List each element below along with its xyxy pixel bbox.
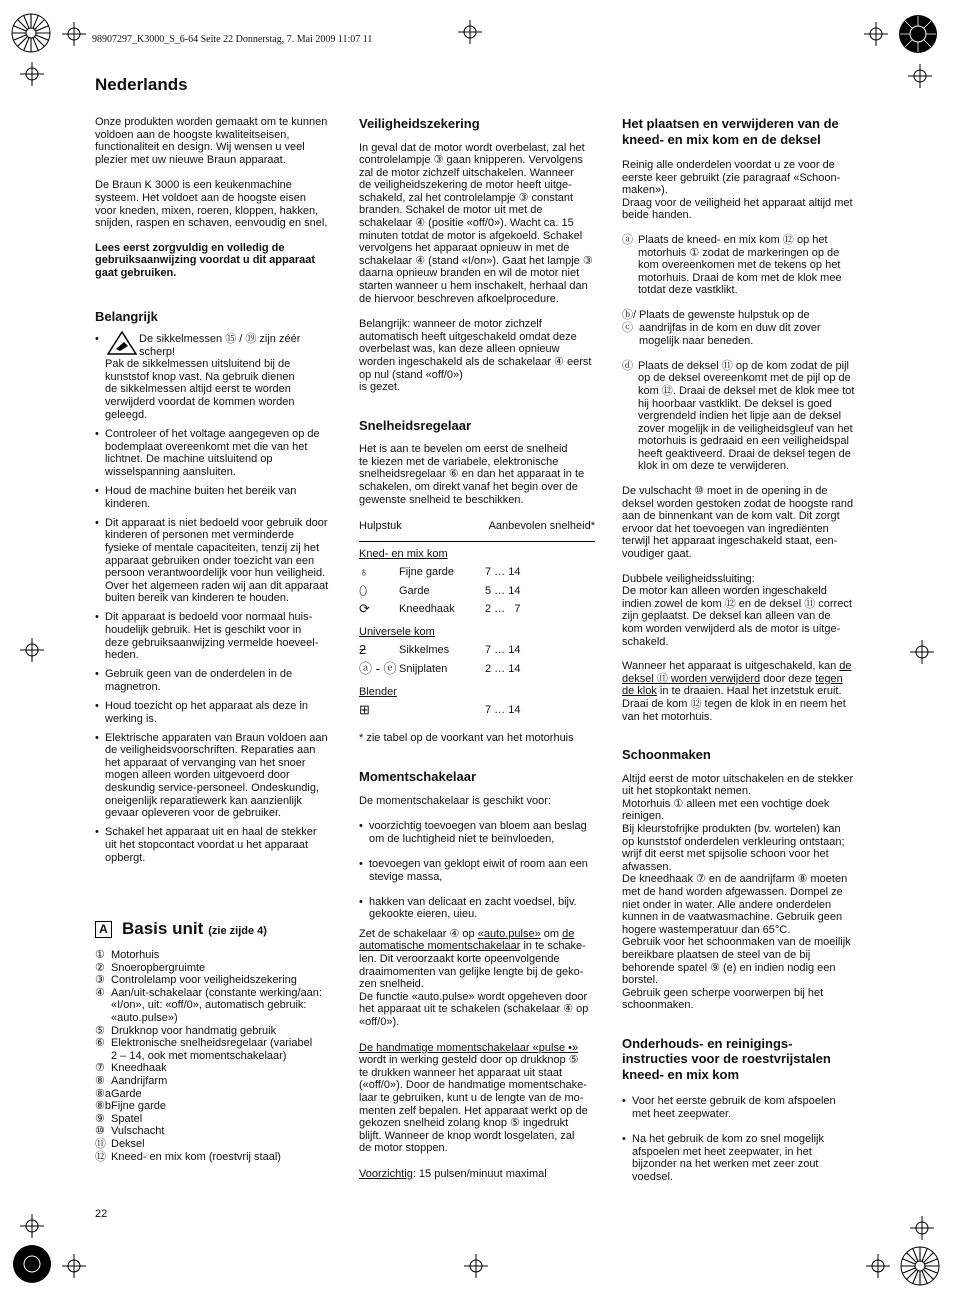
attachment-name: Sikkelmes — [399, 644, 450, 657]
speed-value: 5 … 14 — [485, 584, 521, 597]
step-text: Plaats de deksel ⑪ op de kom zodat de pijl op de deksel overeenkomt met de pijl op de kom ⑫. Draai de deksel met de klok mee tot hij hoorbaar vastklikt. De deksel is goed vergrendeld indien het lipje aan de deksel zover mogelijk in de veiligheidsgleuf van het motorhuis is gedraaid en een veiligheidspal heeft geaktiveerd. Draai de deksel tegen de klok in om deze te verwijderen. — [638, 359, 855, 473]
table-footnote: * zie tabel op de voorkant van het motorhuis — [359, 731, 574, 744]
registration-mark-bottom-right — [900, 1246, 940, 1286]
basis-unit-heading — [95, 921, 340, 938]
part-number: ④ — [95, 986, 105, 999]
part-label: Kneed- en mix kom (roestvrij staal) — [111, 1150, 281, 1163]
part-item — [95, 1037, 340, 1062]
basis-unit-title: Basis unit — [122, 919, 204, 939]
page-title: Nederlands — [95, 75, 188, 94]
bullet-item: • Voor het eerste gebruik de kom afspoelen met heet zeepwater. — [622, 1095, 862, 1120]
part-label: Aandrijfarm — [111, 1075, 168, 1088]
part-item — [95, 1088, 340, 1101]
part-label: Controlelamp voor veiligheidszekering — [111, 974, 297, 987]
section-box-label: A — [95, 921, 112, 938]
table-row — [359, 563, 595, 582]
table-header-attachment: Hulpstuk — [359, 520, 402, 533]
step-text: Plaats de gewenste hulpstuk op de aandrijfas in de kom en duw dit zover mogelijk naar beneden. — [639, 309, 821, 347]
attachment-name: Garde — [399, 584, 430, 597]
part-item — [95, 1125, 340, 1138]
auto-pulse-paragraph: Zet de schakelaar ④ op «auto.pulse» om de automatische momentschakelaar in te schake- len. Dit veroorzaakt korte opeenvolgende draaimomenten van gelijke lengte bij de geko- zen snelheid. De functie «auto.pulse» wordt opgeheven door het apparaat uit te schakelen (schakelaar ④ op «off/0»). — [359, 927, 589, 1029]
step-label: ⓐ — [622, 233, 633, 246]
part-item — [95, 1075, 340, 1088]
crosshair-mark — [458, 20, 482, 44]
part-item — [95, 987, 340, 1025]
part-label: Kneedhaak — [111, 1062, 167, 1075]
table-group-title: Blender — [359, 685, 397, 698]
part-label: Garde — [111, 1087, 142, 1100]
cut-warning-icon — [107, 331, 137, 355]
bullet-item: • Schakel het apparaat uit en haal de stekker uit het stopcontact voordat u het apparaat opbergt. — [95, 826, 340, 864]
bullet-item: • toevoegen van geklopt eiwit of room aan een stevige massa, — [359, 858, 595, 883]
table-row — [359, 600, 595, 619]
onderhoud-bullet-list — [622, 1095, 862, 1183]
speed-value: 7 … 14 — [485, 704, 521, 717]
table-row — [359, 582, 595, 601]
part-label: Drukknop voor handmatig gebruik — [111, 1024, 277, 1037]
speed-value: 2 … 7 — [485, 603, 521, 616]
plaatsen-paragraph: Reinig alle onderdelen voordat u ze voor de eerste keer gebruikt (zie paragraaf «Schoon- maken»). Draag voor de veiligheid het apparaat altijd met beide handen. — [622, 159, 853, 222]
part-item — [95, 962, 340, 975]
part-number: ⑥ — [95, 1037, 105, 1050]
step-text: Plaats de kneed- en mix kom ⑫ op het motorhuis ① zodat de markeringen op de kom overeenkomen met de tekens op het motorhuis. Draai de kom met de klok mee totdat deze vastklikt. — [638, 233, 842, 297]
section-title-schoonmaken: Schoonmaken — [622, 747, 711, 763]
attachment-name: Fijne garde — [399, 566, 455, 579]
part-item — [95, 1100, 340, 1113]
bullet-item: • Gebruik geen van de onderdelen in de magnetron. — [95, 668, 340, 693]
bullet-item: • Controleer of het voltage aangegeven op de bodemplaat overeenkomt met die van het lichtnet. De machine uitsluitend op wisselspanning aansluiten. — [95, 428, 340, 478]
registration-mark-bottom-left — [12, 1244, 52, 1284]
section-title-onderhoud: Onderhouds- en reinigings- instructies voor de roestvrijstalen kneed- en mix kom — [622, 1035, 831, 1082]
part-number: ③ — [95, 974, 105, 987]
speed-value: 7 … 14 — [485, 644, 521, 657]
crosshair-mark — [464, 1254, 488, 1278]
part-number: ⑪ — [95, 1138, 106, 1150]
snelheid-paragraph: Het is aan te bevelen om eerst de snelheid te kiezen met de variabele, elektronische snelheidsregelaar ⑥ en dan het apparaat in te schakelen, om direkt vanaf het begin over de gewenste snelheid te beschikken. — [359, 443, 585, 506]
assembly-step — [622, 309, 862, 347]
caution-note: Voorzichtig: 15 pulsen/minuut maximal — [359, 1167, 547, 1180]
column-2 — [359, 116, 595, 1181]
part-label: Spatel — [111, 1112, 143, 1125]
remove-paragraph: Wanneer het apparaat is uitgeschakeld, kan de deksel ⑪ worden verwijderd door deze tegen de klok in te draaien. Haal het inzetstuk eruit. Draai de kom ⑫ tegen de klok in en neem het van het motorhuis. — [622, 660, 852, 723]
attachment-name: Snijplaten — [399, 662, 448, 675]
part-number: ⑦ — [95, 1062, 105, 1075]
bullet-item: • Elektrische apparaten van Braun voldoen aan de veiligheidsvoorschriften. Reparaties aan het apparaat of vervanging van het snoer mogen alleen worden uitgevoerd door deskundig service-personeel. Ondeskundig, oneigenlijk reparatiewerk kan aanzienlijk gevaar opleveren voor de gebruiker. — [95, 732, 340, 820]
bullet-item: • Dit apparaat is bedoeld voor normaal huis- houdelijk gebruik. Het is geschikt voor in deze gebruiksaanwijzing vermelde hoeveel- heden. — [95, 611, 340, 661]
basis-unit-subtitle: (zie zijde 4) — [208, 925, 267, 938]
part-label: Snoeropbergruimte — [111, 961, 206, 974]
table-header-speed: Aanbevolen snelheid* — [488, 520, 595, 533]
sickle-blade-icon: ƻ — [359, 642, 367, 658]
part-number: ⑧ — [95, 1075, 105, 1088]
whisk-fine-icon: ♁ — [359, 564, 369, 580]
section-title-plaatsen: Het plaatsen en verwijderen van de kneed- en mix kom en de deksel — [622, 116, 839, 147]
registration-mark-top-right — [898, 14, 938, 54]
part-number: ⑧a — [95, 1087, 111, 1100]
table-row — [359, 642, 595, 661]
part-label: Elektronische snelheidsregelaar (variabel 2 – 14, ook met momentschakelaar) — [111, 1037, 313, 1062]
speed-table-header — [359, 520, 595, 542]
double-lock-paragraph: Dubbele veiligheidssluiting: De motor kan alleen worden ingeschakeld indien zowel de kom ⑫ en de deksel ⑪ correct zijn geplaatst. De deksel kan alleen van de kom worden verwijderd als de motor is uitge- schakeld. — [622, 572, 852, 648]
part-label: Fijne garde — [111, 1100, 167, 1113]
part-number: ⑧b — [95, 1100, 111, 1113]
part-item — [95, 1025, 340, 1038]
print-header-line: 98907297_K3000_S_6-64 Seite 22 Donnerstag, 7. Mai 2009 11:07 11 — [92, 34, 373, 45]
crosshair-mark — [910, 640, 934, 664]
intro-paragraph: Onze produkten worden gemaakt om te kunnen voldoen aan de hoogste kwaliteitseisen, functionaliteit en design. Wij wensen u veel plezier met uw nieuwe Braun apparaat. — [95, 116, 328, 166]
crosshair-mark — [20, 1214, 44, 1238]
schoonmaken-paragraph: Altijd eerst de motor uitschakelen en de stekker uit het stopkontakt nemen. Motorhuis ① alleen met een vochtige doek reinigen. Bij kleurstofrijke produkten (bv. wortelen) kan op kunststof onderdelen verkleuring ontstaan; wrijf dit eerst met spijsolie schoon voor het afwassen. De kneedhaak ⑦ en de aandrijfarm ⑧ moeten met de hand worden afgewassen. Dompel ze niet onder in water. Alle andere onderdelen kunnen in de vaatwasmachine. Gebruik geen hogere wastemperatuur dan 65°C. Gebruik voor het schoonmaken van de moeilijk bereikbare plaatsen de steel van de bij behorende spatel ⑨ (e) en indien nodig een borstel. Gebruik geen scherpe voorwerpen bij het schoonmaken. — [622, 772, 854, 1012]
part-label: Motorhuis — [111, 949, 160, 962]
table-row — [359, 660, 595, 679]
moment-intro: De momentschakelaar is geschikt voor: — [359, 794, 551, 807]
part-number: ⑤ — [95, 1024, 105, 1037]
moment-bullet-list — [359, 820, 595, 921]
part-item — [95, 974, 340, 987]
step-label: ⓓ — [622, 359, 633, 372]
warning-item: • De sikkelmessen ⑮ / ⑲ zijn zéér scherp! Pak de sikkelmessen uitsluitend bij de kunststof knop vast. Na gebruik dienen de sikkelmessen altijd eerst te worden verwijderd voordat de kommen worden geleegd. — [95, 333, 340, 421]
table-group-title: Universele kom — [359, 625, 435, 638]
intro-paragraph: De Braun K 3000 is een keukenmachine systeem. Het voldoet aan de hoogste eisen voor kneden, mixen, roeren, kloppen, hakken, snijden, raspen en schaven, eenvoudig en snel. — [95, 179, 328, 230]
whisk-icon: ⬯ — [359, 582, 368, 598]
safety-bullet-list — [95, 428, 340, 864]
vulschacht-paragraph: De vulschacht ⑩ moet in de opening in de deksel worden gestoken zodat de hoogste rand aan de binnenkant van de kom valt. Dit zorgt ervoor dat het toevoegen van ingrediënten terwijl het apparaat ingeschakeld staat, een- voudiger gaat. — [622, 485, 854, 561]
part-number: ⑨ — [95, 1112, 105, 1125]
bullet-item: • Na het gebruik de kom zo snel mogelijk afspoelen met heet zeepwater, in het bijzonder na het werken met zeer zout voedsel. — [622, 1133, 862, 1183]
speed-value: 2 … 14 — [485, 662, 521, 675]
crosshair-mark — [864, 22, 888, 46]
table-group-title: Kned- en mix kom — [359, 547, 448, 560]
veiligheid-paragraph: In geval dat de motor wordt overbelast, zal het controlelampje ③ gaan knipperen. Vervolgens zal de motor zichzelf uitschakelen. Wanneer de veiligheidszekering de motor heeft uitge- schakeld, zal het controlelampje ③ constant branden. Schakel de motor uit met de schakelaar ④ (positie «off/0»). Wacht ca. 15 minuten totdat de motor is afgekoeld. Schakel vervolgens het apparaat opnieuw in met de schakelaar ④ (stand «I/on»). Gaat het lampje ③ daarna opnieuw branden en wil de motor niet starten wanneer u hem inschakelt, herhaal dan de hiervoor beschreven afkoelprocedure. — [359, 141, 593, 305]
crosshair-mark — [866, 1254, 890, 1278]
part-item — [95, 1138, 340, 1151]
part-item — [95, 1151, 340, 1164]
column-3 — [622, 116, 862, 1184]
section-title-moment: Momentschakelaar — [359, 769, 477, 785]
dough-hook-icon: ⟳ — [359, 601, 370, 617]
disc-icon: ⓐ - ⓔ — [359, 660, 397, 676]
part-label: Deksel — [111, 1138, 145, 1150]
section-title-veiligheid: Veiligheidszekering — [359, 116, 480, 131]
part-item — [95, 1062, 340, 1075]
read-first-notice: Lees eerst zorgvuldig en volledig de gebruiksaanwijzing voordat u dit apparaat gaat gebruiken. — [95, 241, 316, 279]
bullet-item: • hakken van delicaat en zacht voedsel, bijv. gekookte eieren, uieu. — [359, 896, 595, 921]
assembly-step — [622, 360, 862, 473]
parts-list — [95, 949, 340, 1163]
speed-table — [359, 548, 595, 720]
part-label: Aan/uit-schakelaar (constante werking/aan: «I/on», uit: «off/0», automatisch gebruik: «auto.pulse») — [111, 986, 322, 1025]
warning-text: De sikkelmessen ⑮ / ⑲ zijn zéér scherp! — [139, 333, 301, 358]
part-label: Vulschacht — [111, 1125, 165, 1138]
page-number: 22 — [95, 1208, 108, 1220]
attachment-name: Kneedhaak — [399, 603, 455, 616]
crosshair-mark — [908, 64, 932, 88]
assembly-steps — [622, 234, 862, 473]
crosshair-mark — [20, 62, 44, 86]
part-number: ② — [95, 961, 105, 974]
section-title-snelheid: Snelheidsregelaar — [359, 417, 471, 433]
crosshair-mark — [62, 1254, 86, 1278]
warning-text-continued: Pak de sikkelmessen uitsluitend bij de kunststof knop vast. Na gebruik dienen de sikkelmessen altijd eerst te worden verwijderd voordat de kommen worden geleegd. — [105, 358, 295, 421]
step-label: ⓑ/ⓒ — [622, 309, 637, 335]
part-number: ⑫ — [95, 1150, 106, 1163]
registration-mark-top-left — [10, 12, 52, 54]
blender-icon: ⊞ — [359, 702, 370, 718]
bullet-item: • Houd de machine buiten het bereik van kinderen. — [95, 485, 340, 510]
section-title-belangrijk: Belangrijk — [95, 308, 158, 324]
part-number: ① — [95, 949, 105, 962]
column-1 — [95, 116, 340, 1163]
crosshair-mark — [62, 22, 86, 46]
part-number: ⑩ — [95, 1125, 105, 1138]
crosshair-mark — [910, 1216, 934, 1240]
table-row — [359, 701, 595, 720]
veiligheid-important: Belangrijk: wanneer de motor zichzelf automatisch heeft uitgeschakeld omdat deze overbelast was, kan deze alleen opnieuw worden ingeschakeld als de schakelaar ④ eerst op nul (stand «off/0») is gezet. — [359, 318, 592, 394]
bullet-item: • Houd toezicht op het apparaat als deze in werking is. — [95, 700, 340, 725]
bullet-item: • voorzichtig toevoegen van bloem aan beslag om de luchtigheid niet te beïnvloeden, — [359, 820, 595, 845]
assembly-step — [622, 234, 862, 297]
crosshair-mark — [20, 638, 44, 662]
bullet-item: • Dit apparaat is niet bedoeld voor gebruik door kinderen of personen met verminderde fysieke of mentale capaciteiten, tenzij zij het apparaat gebruiken onder toezicht van een persoon verantwoordelijk voor hun veiligheid. Over het algemeen raden wij aan dit apparaat buiten bereik van kinderen te houden. — [95, 517, 340, 605]
manual-pulse-paragraph: De handmatige momentschakelaar «pulse •» wordt in werking gesteld door op drukknop ⑤ te drukken wanneer het apparaat uit staat («off/0»). Door de handmatige momentschake- laar te gebruiken, kunt u de lengte van de mo- menten zelf bepalen. Het apparaat werkt op de gekozen snelheid zolang knop ⑤ ingedrukt blijft. Wanneer de knop wordt losgelaten, zal de motor stoppen. — [359, 1041, 588, 1155]
part-item — [95, 1113, 340, 1126]
part-item — [95, 949, 340, 962]
speed-value: 7 … 14 — [485, 566, 521, 579]
